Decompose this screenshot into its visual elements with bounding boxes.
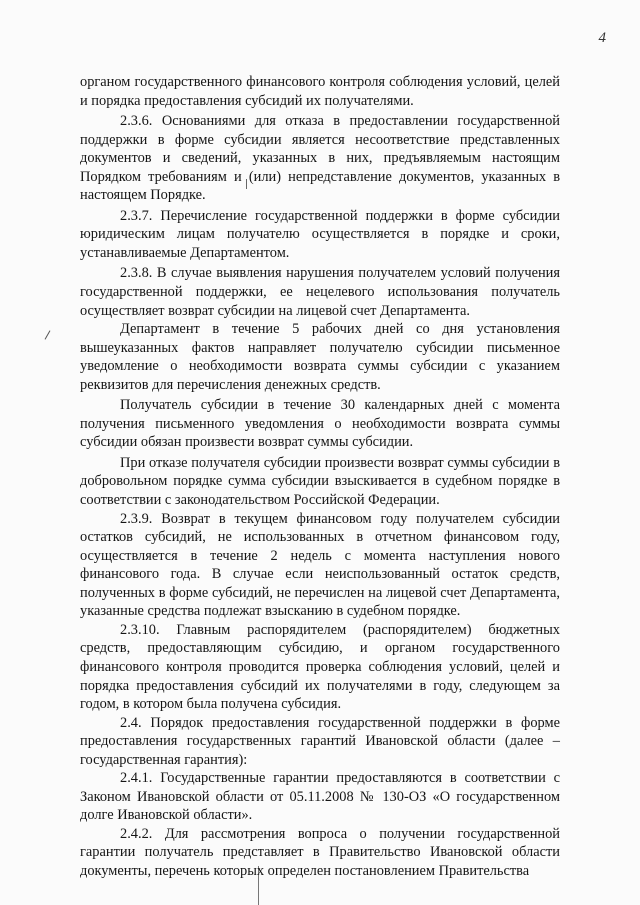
paragraph-2-4: 2.4. Порядок предоставления государственной поддержки в форме предоставления государственных гарантий Ивановской области (далее – государственная гарантия): xyxy=(80,714,560,768)
paragraph-2-4-1: 2.4.1. Государственные гарантии предоставляются в соответствии с Законом Ивановской области от 05.11.2008 № 130-ОЗ «О государственном долге Ивановской области». xyxy=(80,770,560,824)
paragraph-2-3-6: 2.3.6. Основаниями для отказа в предоставлении государственной поддержки в форме субсидии является несоответствие представленных документов и сведений, указанных в них, предъявляемым настоящим Порядком требованиям и (или) непредставление документов, указанных в настоящем Порядке. xyxy=(80,113,560,204)
paragraph-2-3-10: 2.3.10. Главным распорядителем (распорядителем) бюджетных средств, предоставляющим субсидию, и органом государственного финансового контроля проводится проверка соблюдения условий, целей и порядка предоставления субсидий их получателями в году, следующем за годом, в котором была получена субсидия. xyxy=(80,621,560,713)
paragraph-continuation: органом государственного финансового контроля соблюдения условий, целей и порядка предоставления субсидий их получателями. xyxy=(80,74,560,109)
paragraph-2-4-2: 2.4.2. Для рассмотрения вопроса о получении государственной гарантии получатель представляет в Правительство Ивановской области документы, перечень которых определен постановлением Правительства xyxy=(80,825,560,879)
paragraph-refusal: При отказе получателя субсидии произвести возврат суммы субсидии в добровольном порядке сумма субсидии взыскивается в судебном порядке в соответствии с законодательством Российской Федерации. xyxy=(80,454,560,509)
paragraph-department-notice: Департамент в течение 5 рабочих дней со дня установления вышеуказанных фактов направляет получателю субсидии письменное уведомление о необходимости возврата суммы субсидии с указанием реквизитов для перечисления денежных средств. xyxy=(80,321,560,393)
paragraph-2-3-7: 2.3.7. Перечисление государственной поддержки в форме субсидии юридическим лицам получателю осуществляется в порядке и сроки, устанавливаемые Департаментом. xyxy=(80,207,560,261)
document-body xyxy=(80,73,560,881)
paragraph-2-3-8: 2.3.8. В случае выявления нарушения получателем условий получения государственной поддержки, ее нецелевого использования получатель осуществляет возврат субсидии на лицевой счет Департамента. xyxy=(80,265,560,319)
paragraph-2-3-9: 2.3.9. Возврат в текущем финансовом году получателем субсидии остатков субсидий, не использованных в отчетном финансовом году, осуществляется в течение 2 недель с момента наступления нового финансового года. В случае если неиспользованный остаток средств, полученных в форме субсидий, не перечислен на лицевой счет Департамента, указанные средства подлежат взысканию в судебном порядке. xyxy=(80,510,560,620)
margin-pen-mark xyxy=(45,330,51,339)
paragraph-recipient-return: Получатель субсидии в течение 30 календарных дней с момента получения письменного уведомления о необходимости возврата суммы субсидии обязан произвести возврат суммы субсидии. xyxy=(80,397,560,451)
page-number: 4 xyxy=(598,30,606,46)
